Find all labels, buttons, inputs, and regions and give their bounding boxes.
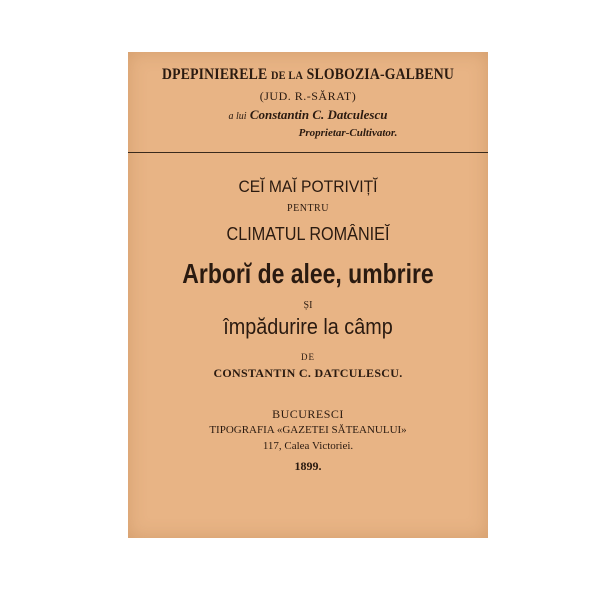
main-title: Arborĭ de alee, umbrire bbox=[182, 258, 434, 289]
publisher-name-part2: DE LA bbox=[270, 68, 304, 82]
title-line-3: CLIMATUL ROMÂNIEĬ bbox=[226, 224, 390, 244]
imprint-printer: TIPOGRAFIA «GAZETEI SĂTEANULUI» bbox=[209, 424, 407, 436]
publisher-county: (JUD. R.-SĂRAT) bbox=[259, 89, 357, 103]
publisher-name bbox=[153, 66, 463, 84]
imprint-city: BUCURESCI bbox=[272, 407, 344, 421]
publisher-owner bbox=[128, 107, 488, 123]
title-conjunction: ȘI bbox=[303, 300, 313, 311]
owner-role: Proprietar-Cultivator. bbox=[298, 127, 398, 139]
publisher-name-part3: SLOBOZIA-GALBENU bbox=[306, 66, 454, 83]
author-name: CONSTANTIN C. DATCULESCU. bbox=[213, 366, 403, 380]
by-label: DE bbox=[301, 352, 315, 362]
title-line-1: CEĬ MAĬ POTRIVIȚĬ bbox=[238, 177, 378, 196]
title-line-2: PENTRU bbox=[287, 203, 329, 214]
owner-name: Constantin C. Datculescu bbox=[249, 107, 388, 122]
imprint-address: 117, Calea Victoriei. bbox=[262, 440, 354, 452]
publisher-name-part1: DPEPINIERELE bbox=[162, 66, 268, 83]
owner-prefix: a lui bbox=[228, 111, 247, 122]
title-line-6: împădurire la câmp bbox=[223, 314, 393, 339]
imprint-year: 1899. bbox=[294, 459, 322, 473]
divider-rule bbox=[128, 152, 488, 153]
book-cover bbox=[128, 52, 488, 538]
